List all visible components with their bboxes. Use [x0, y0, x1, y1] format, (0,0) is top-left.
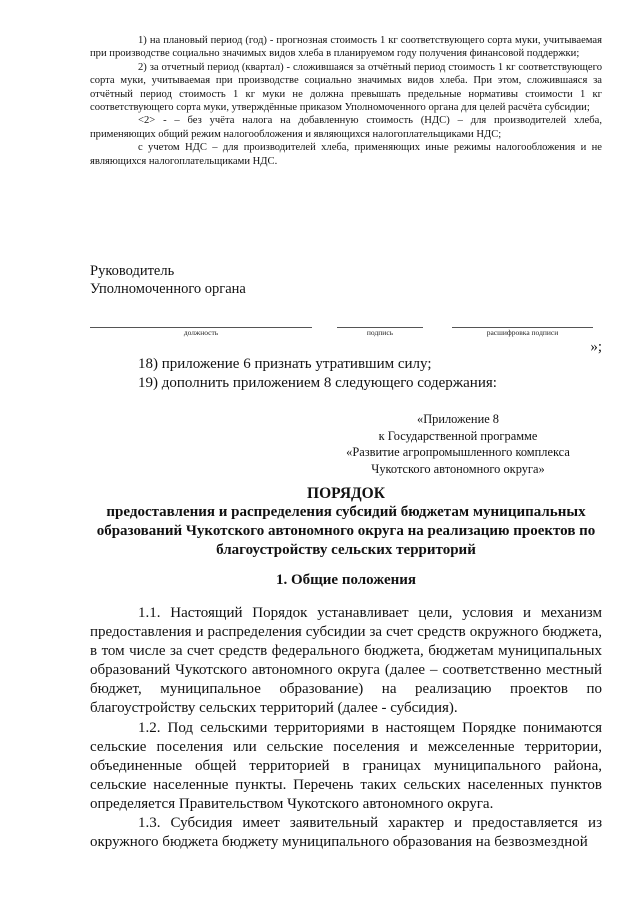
annex-region: Чукотского автономного округа»	[371, 461, 545, 476]
position-caption: должность	[183, 328, 219, 337]
document-subtitle: предоставления и распределения субсидий бюджетам муниципальных образований Чукотского автономного округа на реализацию проектов по благоустройству сельских территорий	[96, 504, 596, 559]
footnote-vat-included: с учетом НДС – для производителей хлеба, применяющих иные режимы налогообложения и не являющихся налогоплательщиками НДС.	[90, 142, 602, 167]
signature-authority-label: Уполномоченного органа	[90, 281, 246, 297]
signature-caption: подпись	[366, 328, 394, 337]
annex-program-ref: к Государственной программе	[378, 428, 538, 443]
annex-program-name: «Развитие агропромышленного комплекса	[346, 445, 570, 459]
body-text	[90, 604, 602, 852]
annex-header	[330, 411, 586, 477]
clause-1-3: 1.3. Субсидия имеет заявительный характер и предоставляется из окружного бюджета бюджету муниципального образования на безвозмездной	[90, 815, 602, 851]
section-heading: 1. Общие положения	[275, 572, 417, 588]
amendment-item-18: 18) приложение 6 признать утратившим силу;	[138, 356, 432, 372]
clause-1-2: 1.2. Под сельскими территориями в настоящем Порядке понимаются сельские поселения или сельские поселения и межселенные территории, объединенные общей территорией в границах муниципального района, сельские населенные пункты. Перечень таких сельских населенных пунктов определяется Правительством Чукотского автономного округа.	[90, 719, 602, 812]
footnote-vat-excluded: <2> - – без учёта налога на добавленную стоимость (НДС) – для производителей хлеба, применяющих общий режим налогообложения и являющихся налогоплательщиками НДС;	[90, 115, 602, 140]
footnotes-block	[90, 34, 602, 168]
signature-head-label: Руководитель	[90, 263, 175, 279]
footnote-reporting-period: 2) за отчетный период (квартал) - сложившаяся за отчётный период стоимость 1 кг соответствующего сорта муки, учитываемая при производстве социально значимых видов хлеба. При этом, сложившаяся за отчётный период стоимость 1 кг муки не должна превышать предельные нормативы стоимости 1 кг соответствующего сорта муки, утверждённые приказом Уполномоченного органа для целей расчёта субсидии;	[90, 61, 602, 114]
amendment-item-19: 19) дополнить приложением 8 следующего содержания:	[138, 375, 497, 391]
document-title: ПОРЯДОК	[307, 485, 385, 502]
annex-number: «Приложение 8	[417, 412, 499, 426]
clause-1-1: 1.1. Настоящий Порядок устанавливает цели, условия и механизм предоставления и распределения субсидии за счет средств окружного бюджета, в том числе за счет средств федерального бюджета, бюджетам муниципальных образований Чукотского автономного округа (далее – соответственно местный бюджет, муниципальное образование) на реализацию проектов по благоустройству сельских территорий (далее - субсидия).	[90, 605, 602, 717]
signature-title	[90, 262, 246, 298]
footnote-planned-period: 1) на плановый период (год) - прогнозная стоимость 1 кг соответствующего сорта муки, учитываемая при производстве социально значимых видов хлеба в планируемом году получения финансовой поддержки;	[90, 35, 602, 60]
decode-caption: расшифровка подписи	[486, 328, 559, 337]
closing-quote: »;	[590, 339, 602, 355]
